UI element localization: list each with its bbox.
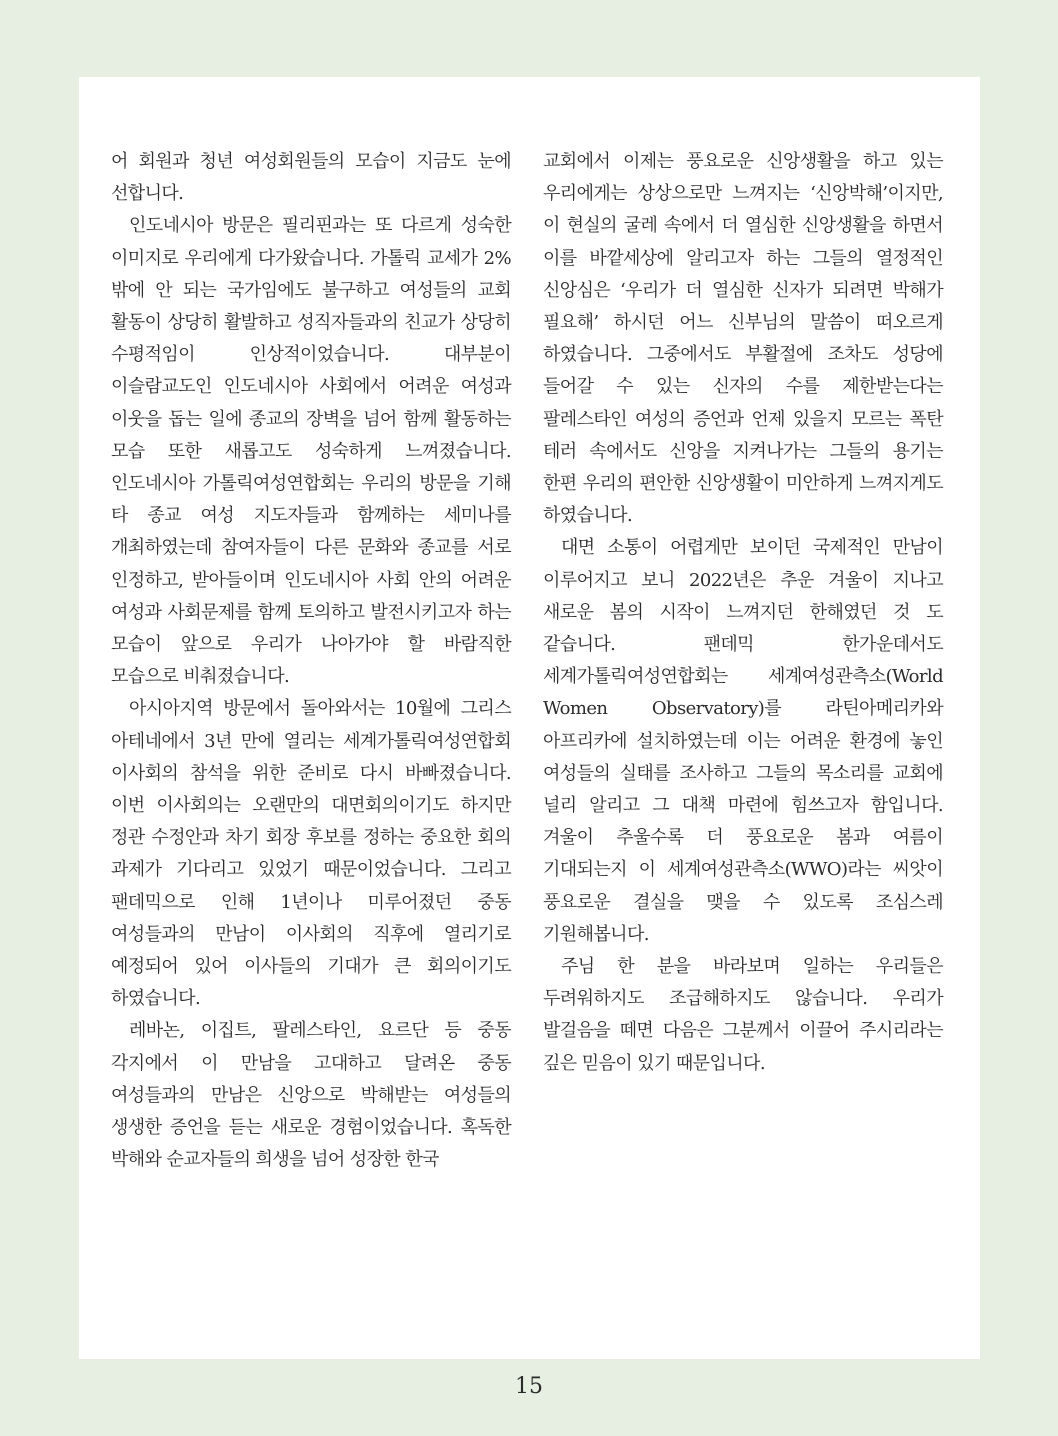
paragraph: 대면 소통이 어렵게만 보이던 국제적인 만남이 이루어지고 보니 2022년은 추운 겨울이 지나고 새로운 봄의 시작이 느껴지던 한해였던 것 도 같습니다. 팬데믹 한가운데서도 세계가톨릭여성연합회는 세계여성관측소(World Women Observatory)를 라틴아메리카와 아프리카에 설치하였는데 이는 어려운 환경에 놓인 여성들의 실태를 조사하고 그들의 목소리를 교회에 널리 알리고 그 대책 마련에 힘쓰고자 함입니다. 겨울이 추울수록 더 풍요로운 봄과 여름이 기대되는지 이 세계여성관측소(WWO)라는 씨앗이 풍요로운 결실을 맺을 수 있도록 조심스레 기원해봅니다. — [543, 537, 943, 945]
paragraph: 어 회원과 청년 여성회원들의 모습이 지금도 눈에 선합니다. — [111, 151, 511, 205]
left-column — [111, 146, 511, 1177]
right-column — [543, 146, 943, 1080]
page-number: 15 — [515, 1374, 543, 1399]
paragraph: 주님 한 분을 바라보며 일하는 우리들은 두려워하지도 조급해하지도 않습니다. 우리가 발걸음을 떼면 다음은 그분께서 이끌어 주시리라는 깊은 믿음이 있기 때문입니다. — [543, 956, 943, 1074]
paragraph: 아시아지역 방문에서 돌아와서는 10월에 그리스 아테네에서 3년 만에 열리는 세계가톨릭여성연합회 이사회의 참석을 위한 준비로 다시 바빠졌습니다. 이번 이사회의는 오랜만의 대면회의이기도 하지만 정관 수정안과 차기 회장 후보를 정하는 중요한 회의 과제가 기다리고 있었기 때문이었습니다. 그리고 팬데믹으로 인해 1년이나 미루어졌던 중동 여성들과의 만남이 이사회의 직후에 열리기로 예정되어 있어 이사들의 기대가 큰 회의이기도 하였습니다. — [111, 698, 511, 1010]
paragraph: 레바논, 이집트, 팔레스타인, 요르단 등 중동 각지에서 이 만남을 고대하고 달려온 중동 여성들과의 만남은 신앙으로 박해받는 여성들의 생생한 증언을 듣는 새로운 경험이었습니다. 혹독한 박해와 순교자들의 희생을 넘어 성장한 한국 — [111, 1020, 511, 1171]
paragraph: 교회에서 이제는 풍요로운 신앙생활을 하고 있는 우리에게는 상상으로만 느껴지는 ‘신앙박해’이지만, 이 현실의 굴레 속에서 더 열심한 신앙생활을 하면서 이를 바깥세상에 알리고자 하는 그들의 열정적인 신앙심은 ‘우리가 더 열심한 신자가 되려면 박해가 필요해’ 하시던 어느 신부님의 말씀이 떠오르게 하였습니다. 그중에서도 부활절에 조차도 성당에 들어갈 수 있는 신자의 수를 제한받는다는 팔레스타인 여성의 증언과 언제 있을지 모르는 폭탄 테러 속에서도 신앙을 지켜나가는 그들의 용기는 한편 우리의 편안한 신앙생활이 미안하게 느껴지게도 하였습니다. — [543, 151, 943, 527]
paragraph: 인도네시아 방문은 필리핀과는 또 다르게 성숙한 이미지로 우리에게 다가왔습니다. 가톨릭 교세가 2%밖에 안 되는 국가임에도 불구하고 여성들의 교회 활동이 상당히 활발하고 성직자들과의 친교가 상당히 수평적임이 인상적이었습니다. 대부분이 이슬람교도인 인도네시아 사회에서 어려운 여성과 이웃을 돕는 일에 종교의 장벽을 넘어 함께 활동하는 모습 또한 새롭고도 성숙하게 느껴졌습니다. 인도네시아 가톨릭여성연합회는 우리의 방문을 기해 타 종교 여성 지도자들과 함께하는 세미나를 개최하였는데 참여자들이 다른 문화와 종교를 서로 인정하고, 받아들이며 인도네시아 사회 안의 어려운 여성과 사회문제를 함께 토의하고 발전시키고자 하는 모습이 앞으로 우리가 나아가야 할 바람직한 모습으로 비춰졌습니다. — [111, 215, 511, 688]
